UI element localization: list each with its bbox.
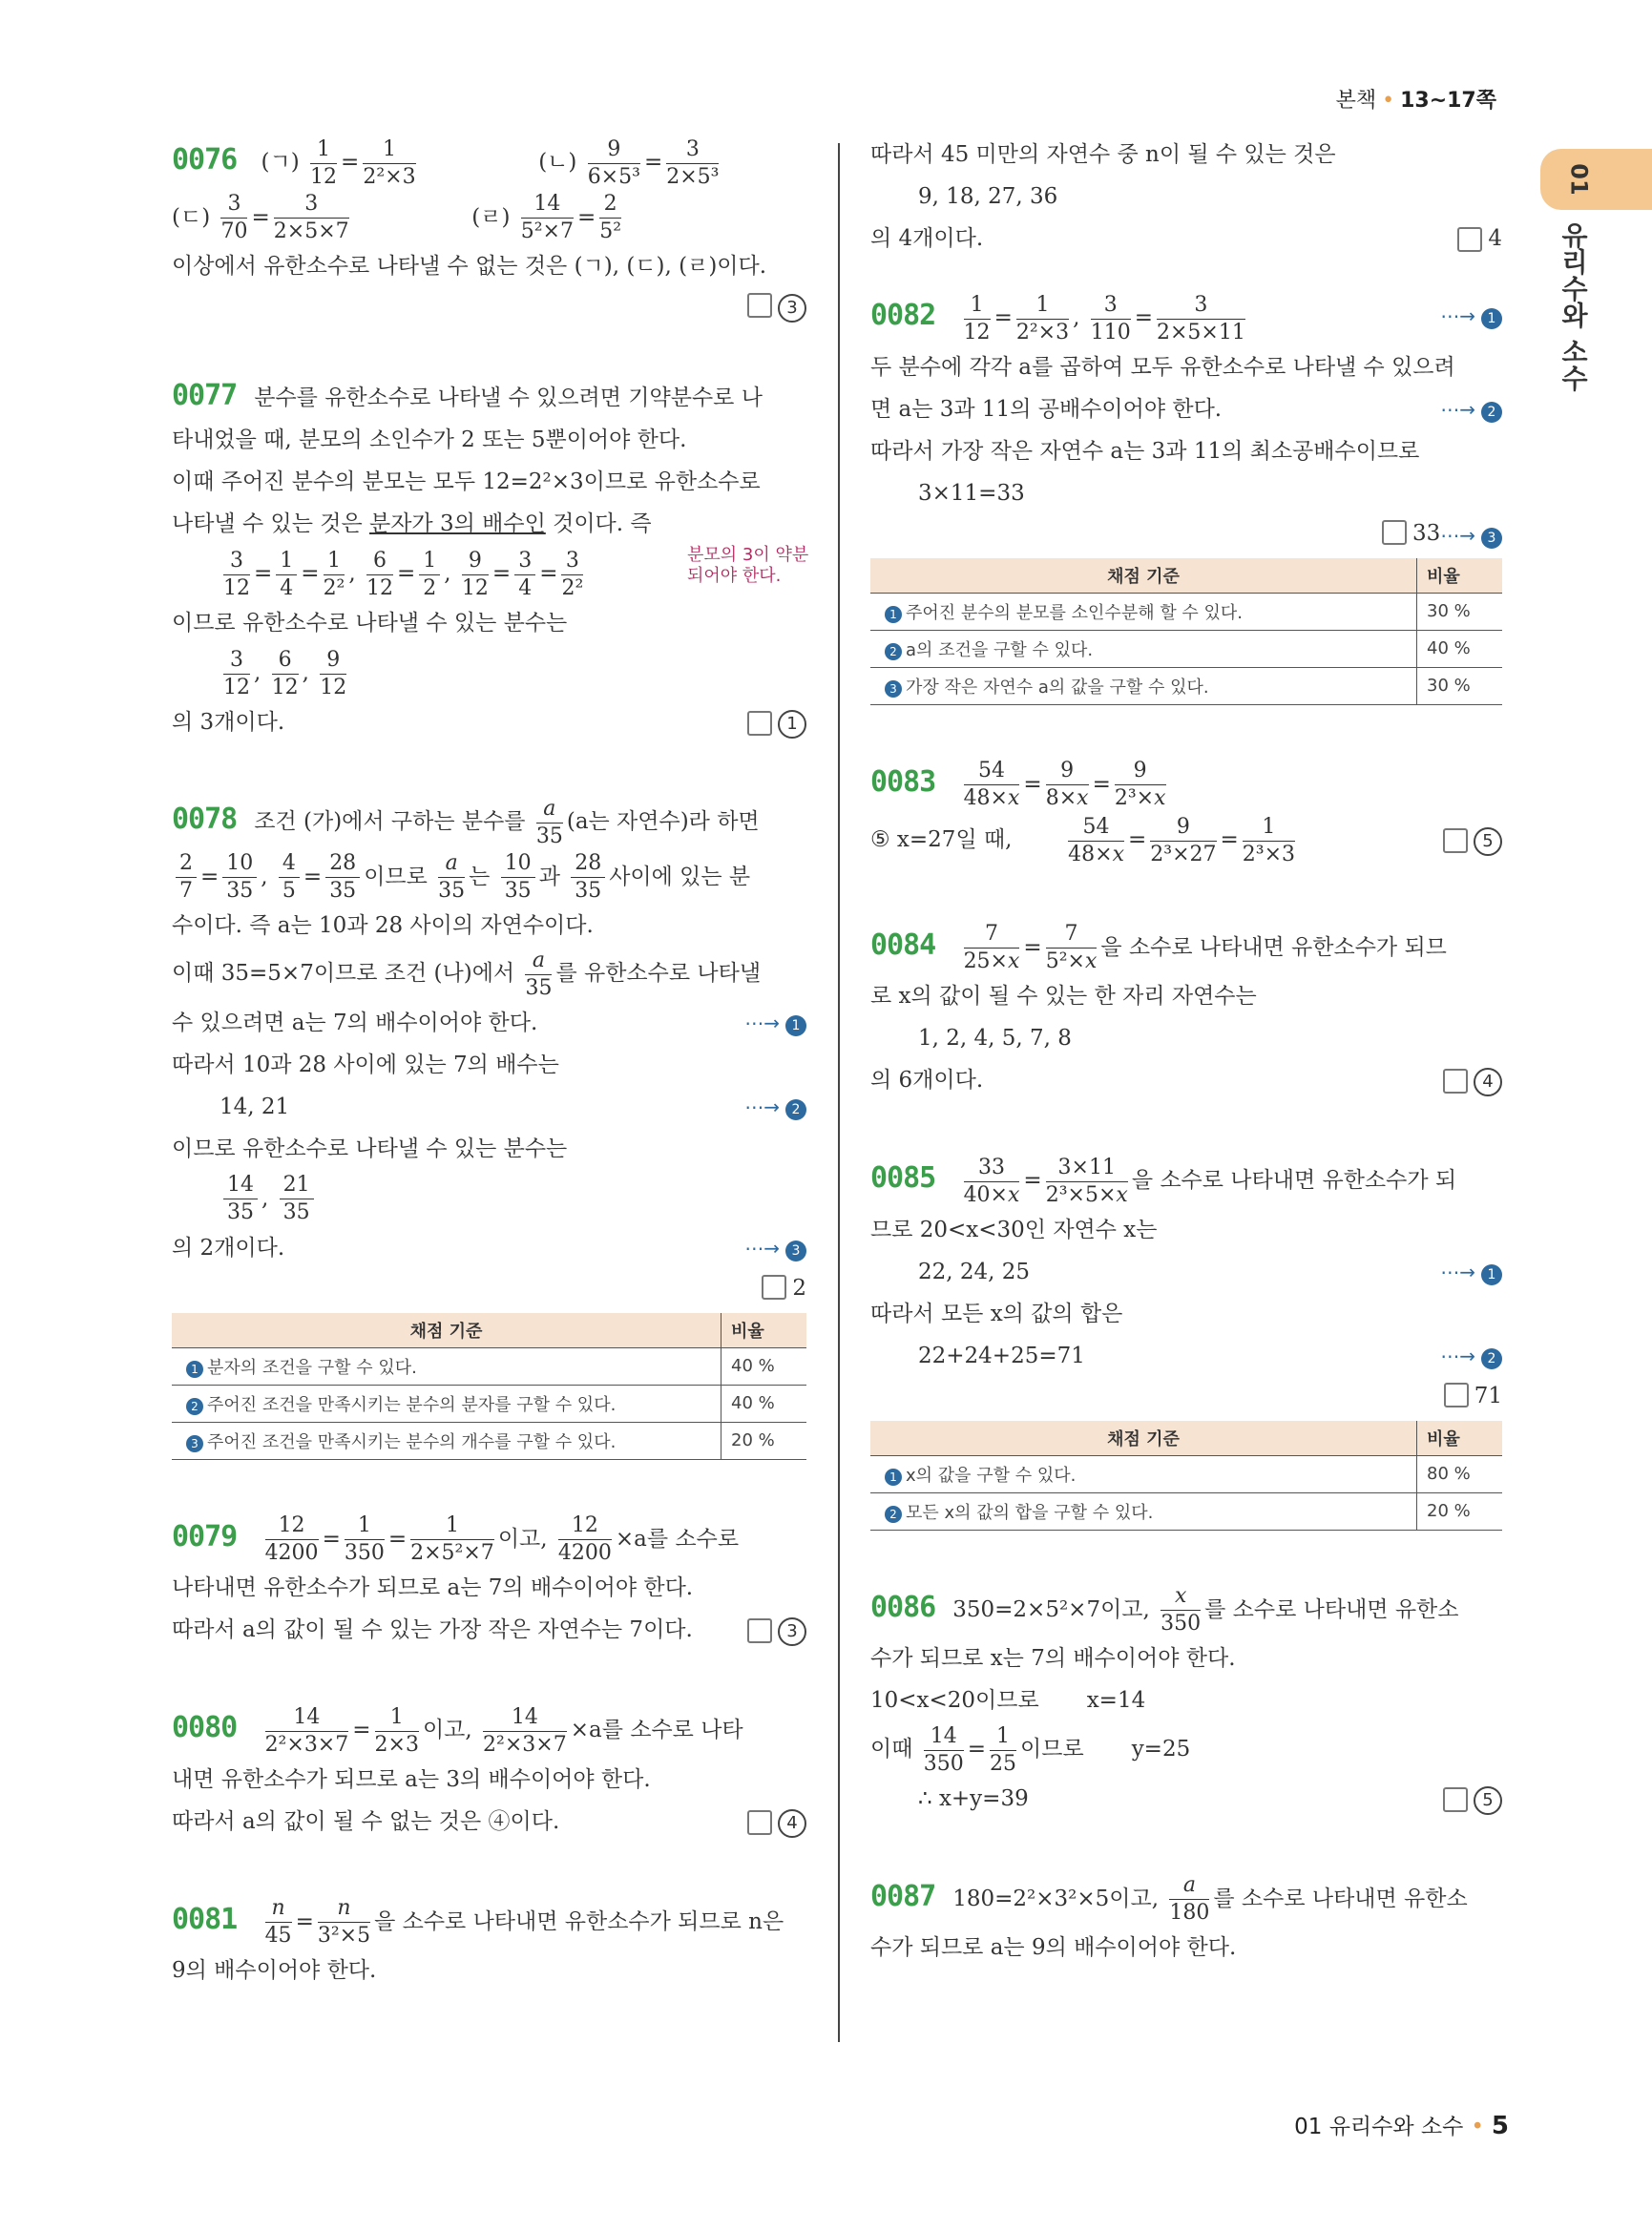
answer-icon <box>747 711 772 736</box>
answer-icon <box>1457 227 1482 252</box>
margin-note: 분모의 3이 약분되어야 한다. <box>687 545 809 586</box>
page-header: 본책 • 13~17쪽 <box>1335 89 1496 113</box>
problem-number: 0079 <box>172 1519 238 1553</box>
answer-icon <box>1444 1383 1469 1407</box>
problem-number: 0077 <box>172 379 238 412</box>
problem-0077: 0077 분수를 유한소수로 나타낼 수 있으려면 기약분수로 나 타내었을 때, 분모의 소인수가 2 또는 5뿐이어야 한다. 이때 주어진 분수의 분모는 모두 12=2²×3이므로 유한소수로 나타낼 수 있는 것은 분자가 3의 배수인 것이다. 즉 분모의 3이 약분되어야 한다. $\frac{3}{12}$ = $\frac{1}{4}$ = $\frac{1}{\text{2²}}$ , $\frac{6}{12}$ = $\frac{1}{2}$ , $\frac{9}{12}$ = $\frac{3}{4}$ = $\frac{3}{\text{2²}}$ 이므로 유한소수로 나타낼 수 있는 분수는 $\frac{3}{12}$ , $\frac{6}{12}$ , $\frac{9}{12}$ 의 3개이다. 1 <box>172 375 806 743</box>
answer: 5 <box>1474 827 1502 856</box>
problem-0082: 0082 $\frac{1}{12}$ = $\frac{1}{\text{2²×3}}$ , $\frac{3}{110}$ = $\frac{3}{2\times 5\times 11}$ ⋯→ 1 두 분수에 각각 a를 곱하여 모두 유한소수로 나타낼 수 있으려 면 a는 3과 11의 공배수이어야 한다. ⋯→ 2 따라서 가장 작은 자연수 a는 3과 11의 최소공배수이므로 3×11=33 ⋯→ 3 33 채점 기준 비율 1 주어진 분수의 분모를 소인수분해 할 수 있다. 30 % 2 a의 조건을 구할 수 있다. 40 % 3 가장 작은 자연수 a의 값을 구할 수 있다. 30 % <box>870 288 1502 705</box>
chapter-tab[interactable] <box>1540 149 1652 210</box>
step-marker-1: ⋯→ 1 <box>744 1002 806 1044</box>
table-row: 3 가장 작은 자연수 a의 값을 구할 수 있다. 30 % <box>870 667 1502 704</box>
problem-number: 0084 <box>870 928 936 962</box>
scoring-table: 채점 기준 비율 1 주어진 분수의 분모를 소인수분해 할 수 있다. 30 % 2 a의 조건을 구할 수 있다. 40 % 3 가장 작은 자연수 a의 값을 구할 수 있다. 30 % <box>870 558 1502 705</box>
problem-0078: 0078 조건 (가)에서 구하는 분수를 $\frac{a}{35}$ (a는 자연수)라 하면 $\frac{2}{7}$ = $\frac{10}{35}$ , $\frac{4}{5}$ = $\frac{28}{35}$ 이므로 $\frac{a}{35}$ 는 $\frac{10}{35}$ 과 $\frac{28}{35}$ 사이에 있는 분 수이다. 즉 a는 10과 28 사이의 자연수이다. 이때 35=5×7이므로 조건 (나)에서 $\frac{a}{35}$ 를 유한소수로 나타낼 수 있으려면 a는 7의 배수이어야 한다. ⋯→ 1 따라서 10과 28 사이에 있는 7의 배수는 14, 21 ⋯→ 2 이므로 유한소수로 나타낼 수 있는 분수는 $\frac{14}{35}$ , $\frac{21}{35}$ 의 2개이다. ⋯→ 3 2 채점 기준 비율 1 분자의 조건을 구할 수 있다. 40 % 2 주어진 조건을 만족시키는 분수의 분자를 구할 수 있다. 40 % 3 주어진 조건을 만족시키는 분수의 개수를 구할 수 있다. 20 % <box>172 793 806 1460</box>
table-row: 2 주어진 조건을 만족시키는 분수의 분자를 구할 수 있다. 40 % <box>172 1385 806 1422</box>
problem-number: 0087 <box>870 1879 936 1913</box>
table-row: 1 분자의 조건을 구할 수 있다. 40 % <box>172 1347 806 1385</box>
problem-0080: 0080 $\frac{14}{\text{2²×3×7}}$ = $\frac{1}{2\times 3}$ 이고, $\frac{14}{\text{2²×3×7}}$ ×a를 소수로 나타 내면 유한소수가 되므로 a는 3의 배수이어야 한다. 따라서 a의 값이 될 수 없는 것은 ④이다. 4 <box>172 1700 806 1843</box>
step-marker-3: ⋯→ 3 <box>744 1227 806 1269</box>
left-column <box>172 134 809 2041</box>
header-pages: 13~17쪽 <box>1400 89 1496 113</box>
conclusion-text: 이상에서 유한소수로 나타낼 수 없는 것은 (ㄱ), (ㄷ), (ㄹ)이다. <box>172 254 767 279</box>
answer: 4 <box>778 1809 806 1838</box>
step-marker-2: ⋯→ 2 <box>744 1086 806 1128</box>
answer-icon <box>747 1618 772 1643</box>
answer: 2 <box>172 1269 806 1307</box>
answer: 33 <box>870 514 1502 553</box>
table-row: 2 a의 조건을 구할 수 있다. 40 % <box>870 630 1502 667</box>
answer: 5 <box>1474 1786 1502 1815</box>
page-number: 5 <box>1491 2112 1509 2140</box>
answer-icon <box>747 293 772 318</box>
problem-number: 0085 <box>870 1161 936 1195</box>
answer: 71 <box>870 1377 1502 1415</box>
answer: 4 <box>1474 1068 1502 1096</box>
table-row: 1 주어진 분수의 분모를 소인수분해 할 수 있다. 30 % <box>870 593 1502 630</box>
problem-0076: 0076 (ㄱ) $\frac{1}{12}$ = $\frac{1}{\text{2²×3}}$ (ㄴ) $\frac{9}{\text{6×5³}}$ = $\frac{3}{\text{2×5³}}$ (ㄷ) $\frac{3}{70}$ = $\frac{3}{2\times 5\times 7}$ (ㄹ) $\frac{14}{\text{5²×7}}$ = $\frac{2}{\text{5²}}$ 이상에서 유한소수로 나타낼 수 없는 것은 (ㄱ), (ㄷ), (ㄹ)이다. 3 <box>172 134 806 325</box>
step-marker-2: ⋯→ 2 <box>1440 1335 1502 1377</box>
answer: 1 <box>778 710 806 739</box>
scoring-table: 채점 기준 비율 1 x의 값을 구할 수 있다. 80 % 2 모든 x의 값의 합을 구할 수 있다. 20 % <box>870 1421 1502 1531</box>
step-marker-1: ⋯→ 1 <box>1440 1251 1502 1293</box>
answer: 3 <box>172 287 806 325</box>
answer: 3 <box>778 1617 806 1646</box>
chapter-tab-number: 01 <box>1565 163 1593 196</box>
problem-number: 0078 <box>172 803 238 836</box>
problem-number: 0086 <box>870 1590 936 1624</box>
answer-icon <box>1443 1787 1468 1812</box>
problem-0081-continued: 따라서 45 미만의 자연수 중 n이 될 수 있는 것은 9, 18, 27, 36 의 4개이다. 4 <box>870 142 1502 251</box>
chapter-side-label: 유리수와 소수 <box>1558 221 1589 391</box>
answer-icon <box>1443 828 1468 853</box>
problem-0079: 0079 $\frac{12}{4200}$ = $\frac{1}{350}$ = $\frac{1}{\text{2×5²×7}}$ 이고, $\frac{12}{4200}$ ×a를 소수로 나타내면 유한소수가 되므로 a는 7의 배수이어야 한다. 따라서 a의 값이 될 수 있는 가장 작은 자연수는 7이다. 3 <box>172 1510 806 1652</box>
table-row: 3 주어진 조건을 만족시키는 분수의 개수를 구할 수 있다. 20 % <box>172 1422 806 1459</box>
step-marker-1: ⋯→ 1 <box>1440 288 1502 344</box>
problem-number: 0083 <box>870 764 936 799</box>
problem-0084: 0084 $\frac{7}{25\times x}$ = $\frac{7}{\text{5²×x}}$ 을 소수로 나타내면 유한소수가 되므 로 x의 값이 될 수 있는 한 자리 자연수는 1, 2, 4, 5, 7, 8 의 6개이다. 4 <box>870 918 1502 1102</box>
answer-icon <box>1382 520 1407 545</box>
problem-number: 0080 <box>172 1711 238 1744</box>
answer: 4 <box>1488 226 1502 251</box>
step-marker-2: ⋯→ 2 <box>1440 388 1502 430</box>
table-row: 1 x의 값을 구할 수 있다. 80 % <box>870 1455 1502 1492</box>
problem-number: 0082 <box>870 299 936 332</box>
answer-icon <box>762 1275 786 1300</box>
column-divider <box>838 143 840 2042</box>
page-footer: 01 유리수와 소수 • 5 <box>1294 2112 1509 2140</box>
step-marker-3: ⋯→ 3 <box>1440 514 1502 556</box>
problem-0085: 0085 $\frac{33}{40\times x}$ = $\frac{3\times 11}{\text{2³×5×x}}$ 을 소수로 나타내면 유한소수가 되 므로 20<x<30인 자연수 x는 22, 24, 25 ⋯→ 1 따라서 모든 x의 값의 합은 22+24+25=71 ⋯→ 2 71 채점 기준 비율 1 x의 값을 구할 수 있다. 80 % 2 모든 x의 값의 합을 구할 수 있다. 20 % <box>870 1151 1502 1531</box>
footer-chapter: 01 유리수와 소수 <box>1294 2115 1464 2139</box>
answer-icon <box>1443 1069 1468 1094</box>
problem-0081: 0081 $\frac{n}{45}$ = $\frac{n}{\text{3²×5}}$ 을 소수로 나타내면 유한소수가 되므로 n은 9의 배수이어야 한다. <box>172 1896 784 1983</box>
answer-icon <box>747 1810 772 1835</box>
scoring-table: 채점 기준 비율 1 분자의 조건을 구할 수 있다. 40 % 2 주어진 조건을 만족시키는 분수의 분자를 구할 수 있다. 40 % 3 주어진 조건을 만족시키는 분수의 개수를 구할 수 있다. 20 % <box>172 1313 806 1460</box>
table-row: 2 모든 x의 값의 합을 구할 수 있다. 20 % <box>870 1492 1502 1530</box>
problem-0087: 0087 180=2²×3²×5이고, $\frac{a}{180}$ 를 소수로 나타내면 유한소 수가 되므로 a는 9의 배수이어야 한다. <box>870 1873 1468 1960</box>
header-book: 본책 <box>1335 89 1377 113</box>
problem-number: 0081 <box>172 1902 238 1936</box>
problem-number: 0076 <box>172 143 238 177</box>
right-column <box>870 134 1502 2018</box>
problem-0083: 0083 $\frac{54}{48\times x}$ = $\frac{9}{8\times x}$ = $\frac{9}{\text{2³×x}}$ ⑤ x=27일 때, $\frac{54}{48\times x}$ = $\frac{9}{\text{2³×27}}$ = $\frac{1}{\text{2³×3}}$ 5 <box>870 755 1502 868</box>
problem-0086: 0086 350=2×5²×7이고, $\frac{x}{350}$ 를 소수로 나타내면 유한소 수가 되므로 x는 7의 배수이어야 한다. 10<x<20이므로 x=14 이때 $\frac{14}{350}$ = $\frac{1}{25}$ 이므로 y=25 ∴ x+y=39 5 <box>870 1580 1502 1820</box>
